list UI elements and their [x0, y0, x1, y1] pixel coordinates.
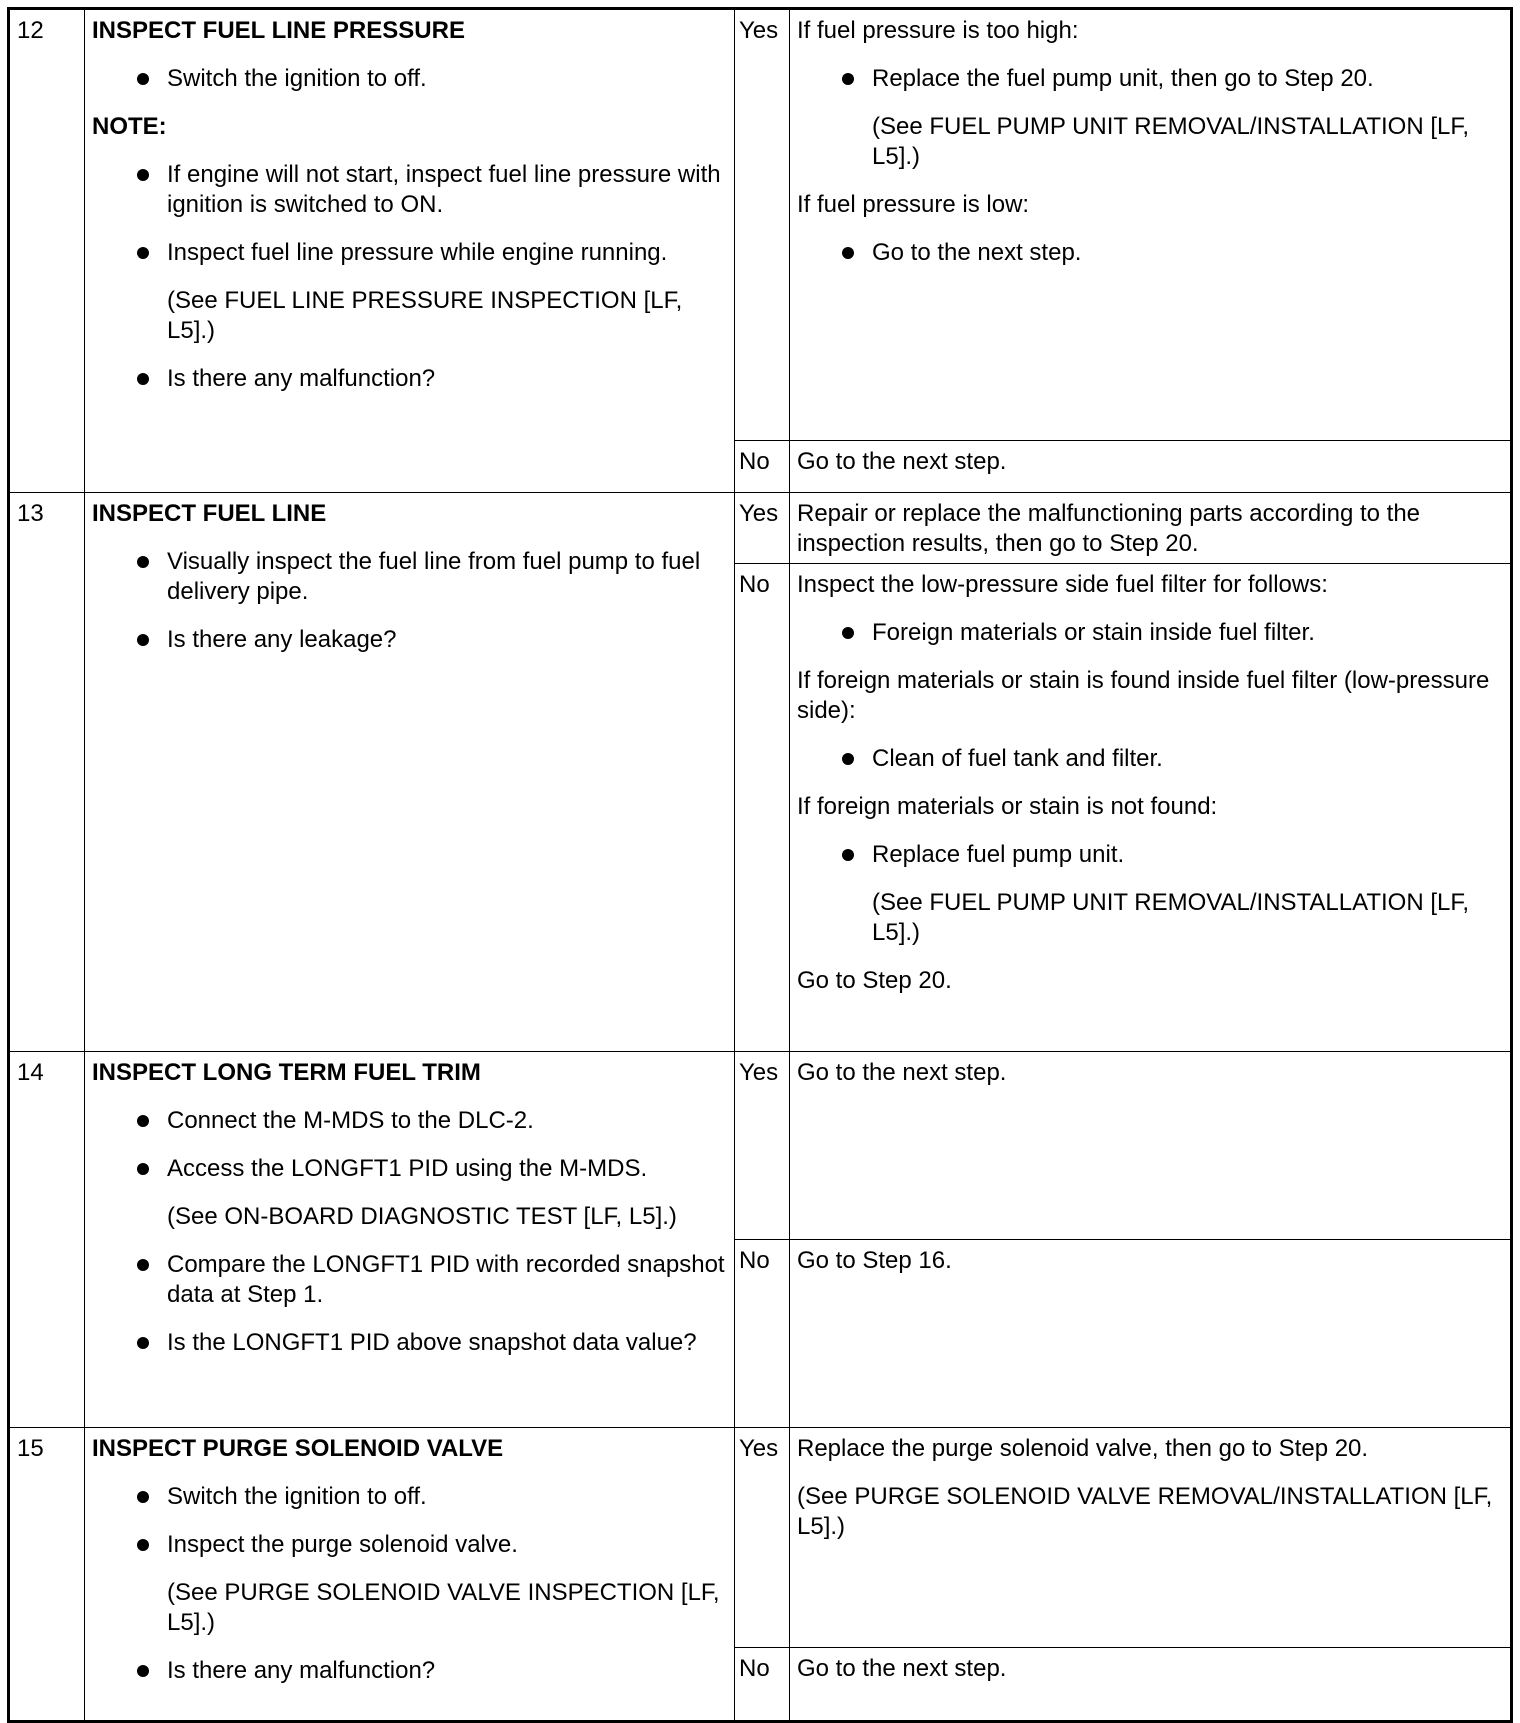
condition-text: If foreign materials or stain is not found: — [797, 793, 1218, 820]
yes-label: Yes — [735, 1428, 790, 1648]
action-bullet: Foreign materials or stain inside fuel filter. — [797, 618, 1503, 648]
bullet-item: Access the LONGFT1 PID using the M-MDS. — [92, 1154, 727, 1184]
step-number: 12 — [9, 9, 85, 493]
question-bullet: Is there any malfunction? — [92, 364, 727, 394]
no-label: No — [735, 1240, 790, 1428]
no-action: Go to the next step. — [790, 441, 1512, 493]
bullet-item: Switch the ignition to off. — [92, 64, 727, 94]
condition-text: If fuel pressure is too high: — [797, 17, 1079, 44]
condition-text: Inspect the low-pressure side fuel filter for follows: — [797, 571, 1328, 598]
step-number: 15 — [9, 1428, 85, 1722]
reference-text: (See FUEL LINE PRESSURE INSPECTION [LF, L5].) — [167, 287, 683, 344]
reference-text: (See ON-BOARD DIAGNOSTIC TEST [LF, L5].) — [167, 1203, 677, 1230]
step-description — [85, 493, 735, 1052]
action-text: Replace the purge solenoid valve, then go to Step 20. — [797, 1435, 1369, 1462]
yes-label: Yes — [735, 1052, 790, 1240]
step-row — [9, 1428, 1512, 1648]
step-number: 14 — [9, 1052, 85, 1428]
reference-text: (See PURGE SOLENOID VALVE REMOVAL/INSTALLATION [LF, L5].) — [797, 1483, 1493, 1540]
yes-action: Go to the next step. — [790, 1052, 1512, 1240]
action-bullet: Replace fuel pump unit. — [797, 840, 1503, 870]
question-bullet: Is the LONGFT1 PID above snapshot data value? — [92, 1328, 727, 1358]
step-description — [85, 9, 735, 493]
step-row — [9, 1052, 1512, 1240]
diagnostic-page — [7, 7, 1513, 1684]
condition-text: If fuel pressure is low: — [797, 191, 1030, 218]
step-row — [9, 9, 1512, 441]
step-number: 13 — [9, 493, 85, 1052]
action-bullet: Go to the next step. — [797, 238, 1503, 268]
action-bullet: Clean of fuel tank and filter. — [797, 744, 1503, 774]
question-bullet: Is there any malfunction? — [92, 1656, 727, 1686]
bullet-item: Compare the LONGFT1 PID with recorded snapshot data at Step 1. — [92, 1250, 727, 1310]
no-action: Go to the next step. — [790, 1648, 1512, 1722]
reference-text: (See FUEL PUMP UNIT REMOVAL/INSTALLATION [LF, L5].) — [872, 113, 1470, 170]
step-title: INSPECT FUEL LINE PRESSURE — [92, 17, 465, 44]
step-row — [9, 493, 1512, 564]
no-label: No — [735, 1648, 790, 1722]
condition-text: If foreign materials or stain is found inside fuel filter (low-pressure side): — [797, 667, 1490, 724]
yes-label: Yes — [735, 9, 790, 441]
step-title: INSPECT FUEL LINE — [92, 500, 327, 527]
diagnostic-procedure-table — [7, 7, 1513, 1723]
reference-text: (See FUEL PUMP UNIT REMOVAL/INSTALLATION [LF, L5].) — [872, 889, 1470, 946]
bullet-item: Inspect the purge solenoid valve. — [92, 1530, 727, 1560]
question-bullet: Is there any leakage? — [92, 625, 727, 655]
yes-action — [790, 1428, 1512, 1648]
bullet-item: Connect the M-MDS to the DLC-2. — [92, 1106, 727, 1136]
note-bullet-item: Inspect fuel line pressure while engine running. — [92, 238, 727, 268]
condition-text: Go to Step 20. — [797, 967, 952, 994]
no-label: No — [735, 441, 790, 493]
step-title: INSPECT PURGE SOLENOID VALVE — [92, 1435, 504, 1462]
bullet-item: Switch the ignition to off. — [92, 1482, 727, 1512]
action-bullet: Replace the fuel pump unit, then go to Step 20. — [797, 64, 1503, 94]
step-description — [85, 1428, 735, 1722]
no-action — [790, 564, 1512, 1052]
bullet-item: Visually inspect the fuel line from fuel pump to fuel delivery pipe. — [92, 547, 727, 607]
yes-action: Repair or replace the malfunctioning parts according to the inspection results, then go to Step 20. — [790, 493, 1512, 564]
step-title: INSPECT LONG TERM FUEL TRIM — [92, 1059, 481, 1086]
yes-action — [790, 9, 1512, 441]
step-description — [85, 1052, 735, 1428]
no-label: No — [735, 564, 790, 1052]
yes-label: Yes — [735, 493, 790, 564]
no-action: Go to Step 16. — [790, 1240, 1512, 1428]
note-bullet-item: If engine will not start, inspect fuel line pressure with ignition is switched to ON. — [92, 160, 727, 220]
reference-text: (See PURGE SOLENOID VALVE INSPECTION [LF, L5].) — [167, 1579, 720, 1636]
note-label: NOTE: — [92, 113, 167, 140]
